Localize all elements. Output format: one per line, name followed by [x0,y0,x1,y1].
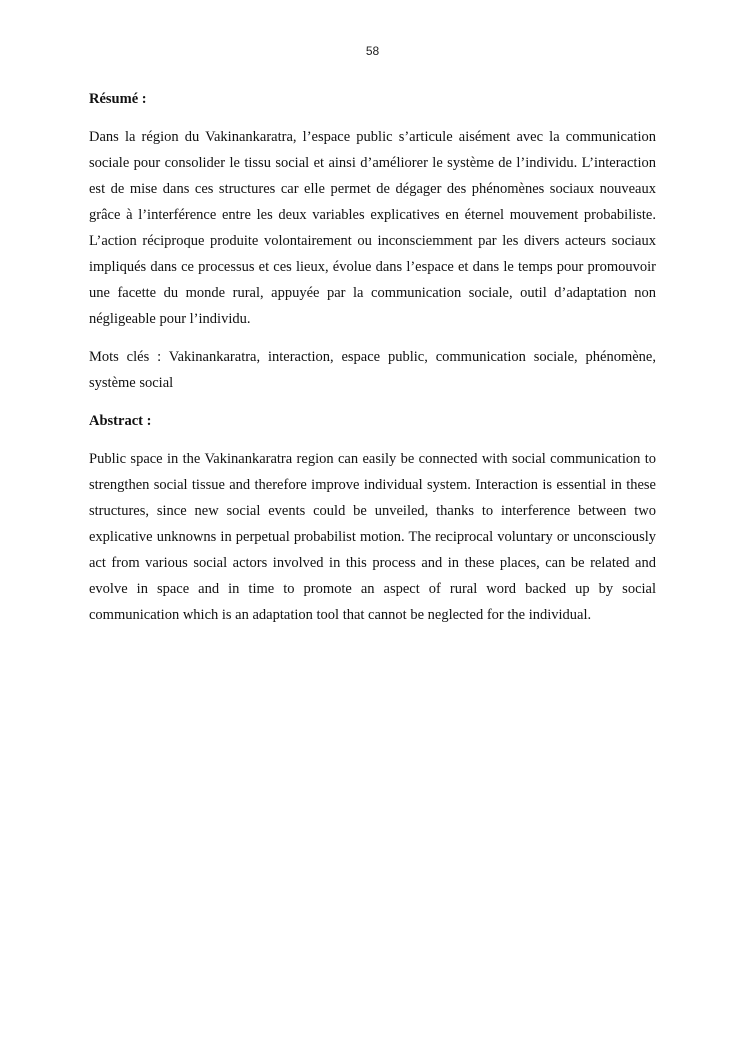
resume-paragraph: Dans la région du Vakinankaratra, l’espace public s’articule aisément avec la communication sociale pour consolider le tissu social et ainsi d’améliorer le système de l’individu. L’interaction est de mise dans ces structures car elle permet de dégager des phénomènes sociaux nouveaux grâce à l’interférence entre les deux variables explicatives en éternel mouvement probabiliste. L’action réciproque produite volontairement ou inconsciemment par les divers acteurs sociaux impliqués dans ce processus et ces lieux, évolue dans l’espace et dans le temps pour promouvoir une facette du monde rural, appuyée par la communication sociale, outil d’adaptation non négligeable pour l’individu. [89,129,656,327]
abstract-paragraph: Public space in the Vakinankaratra region can easily be connected with social communication to strengthen social tissue and therefore improve individual system. Interaction is essential in these structures, since new social events could be unveiled, thanks to interference between two explicative unknowns in perpetual probabilist motion. The reciprocal voluntary or unconsciously act from various social actors involved in this process and in these places, can be related and evolve in space and in time to promote an aspect of rural word backed up by social communication which is an adaptation tool that cannot be neglected for the individual. [89,451,656,623]
keywords-paragraph: Mots clés : Vakinankaratra, interaction, espace public, communication sociale, phénomène, système social [89,349,656,391]
page-number: 58 [365,44,380,58]
document-body [89,86,656,640]
resume-heading: Résumé : [89,91,147,107]
abstract-heading: Abstract : [89,413,152,429]
